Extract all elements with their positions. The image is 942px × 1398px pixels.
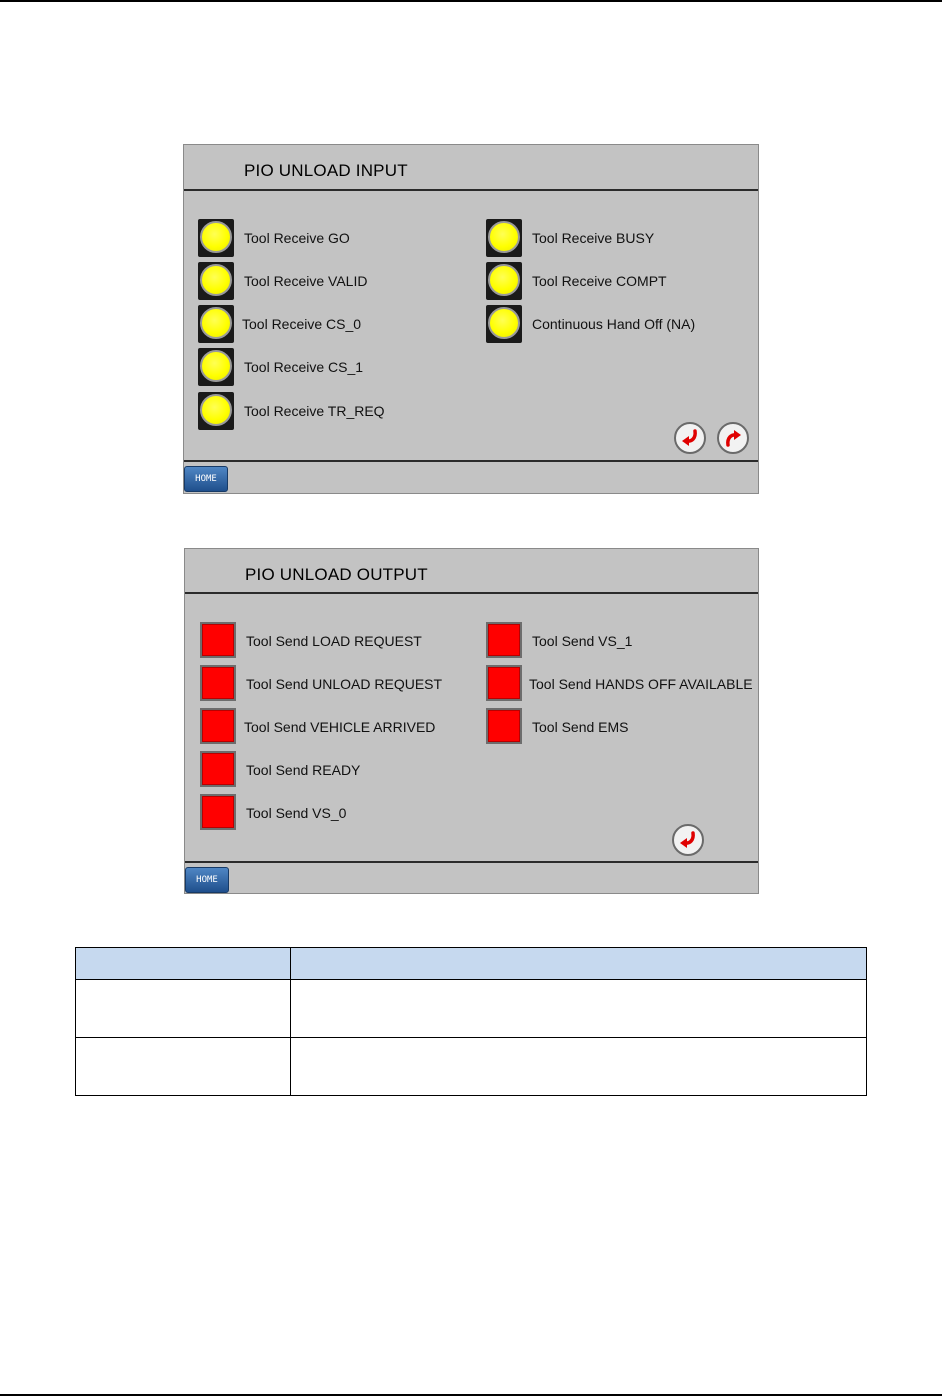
yellow-lamp-icon xyxy=(486,305,522,343)
panel-title: PIO UNLOAD OUTPUT xyxy=(245,565,428,584)
red-lamp-icon xyxy=(200,751,236,787)
indicator-label: Tool Send READY xyxy=(246,762,361,778)
yellow-lamp-icon xyxy=(486,219,522,257)
header-divider xyxy=(184,189,758,191)
indicator-label: Tool Send VEHICLE ARRIVED xyxy=(244,719,436,735)
forward-button[interactable] xyxy=(717,422,749,454)
indicator-label: Tool Receive VALID xyxy=(244,273,368,289)
table-header-cell xyxy=(291,948,867,980)
header-divider xyxy=(185,592,758,594)
indicator-label: Tool Send VS_1 xyxy=(532,633,633,649)
table-cell xyxy=(76,1038,291,1096)
red-lamp-icon xyxy=(200,794,236,830)
red-lamp-icon xyxy=(200,708,236,744)
indicator-label: Tool Receive CS_1 xyxy=(244,359,364,375)
indicator-label: Tool Receive GO xyxy=(244,230,350,246)
red-lamp-icon xyxy=(486,622,522,658)
table-header-cell xyxy=(76,948,291,980)
table-row xyxy=(76,1038,867,1096)
indicator-label: Tool Send UNLOAD REQUEST xyxy=(246,676,443,692)
indicator-label: Tool Send LOAD REQUEST xyxy=(246,633,422,649)
indicator-label: Tool Receive BUSY xyxy=(532,230,655,246)
panel-title: PIO UNLOAD INPUT xyxy=(244,161,408,180)
table-cell xyxy=(291,980,867,1038)
indicator-label: Tool Receive COMPT xyxy=(532,273,667,289)
indicator-label: Tool Send HANDS OFF AVAILABLE xyxy=(529,676,753,692)
yellow-lamp-icon xyxy=(198,262,234,300)
home-button[interactable]: HOME xyxy=(185,867,229,893)
forward-arrow-icon xyxy=(722,427,744,449)
yellow-lamp-icon xyxy=(198,219,234,257)
table-cell xyxy=(291,1038,867,1096)
indicator-label: Tool Send EMS xyxy=(532,719,629,735)
red-lamp-icon xyxy=(486,708,522,744)
yellow-lamp-icon xyxy=(198,392,234,430)
back-arrow-icon xyxy=(679,427,701,449)
red-lamp-icon xyxy=(200,665,236,701)
back-button[interactable] xyxy=(672,824,704,856)
home-button[interactable]: HOME xyxy=(184,466,228,492)
table-cell xyxy=(76,980,291,1038)
description-table xyxy=(75,947,867,1096)
back-button[interactable] xyxy=(674,422,706,454)
indicator-label: Continuous Hand Off (NA) xyxy=(532,316,696,332)
red-lamp-icon xyxy=(200,622,236,658)
red-lamp-icon xyxy=(486,665,522,701)
footer-divider xyxy=(185,861,758,863)
page-top-rule xyxy=(0,0,942,2)
pio-unload-output-panel xyxy=(184,548,759,894)
table-header-row xyxy=(76,948,867,980)
footer-divider xyxy=(184,460,758,462)
yellow-lamp-icon xyxy=(198,305,234,343)
yellow-lamp-icon xyxy=(486,262,522,300)
indicator-label: Tool Receive TR_REQ xyxy=(244,403,385,419)
page-bottom-rule xyxy=(0,1394,942,1396)
yellow-lamp-icon xyxy=(198,348,234,386)
indicator-label: Tool Receive CS_0 xyxy=(242,316,362,332)
back-arrow-icon xyxy=(677,829,699,851)
table-row xyxy=(76,980,867,1038)
pio-unload-input-panel xyxy=(183,144,759,494)
indicator-label: Tool Send VS_0 xyxy=(246,805,347,821)
